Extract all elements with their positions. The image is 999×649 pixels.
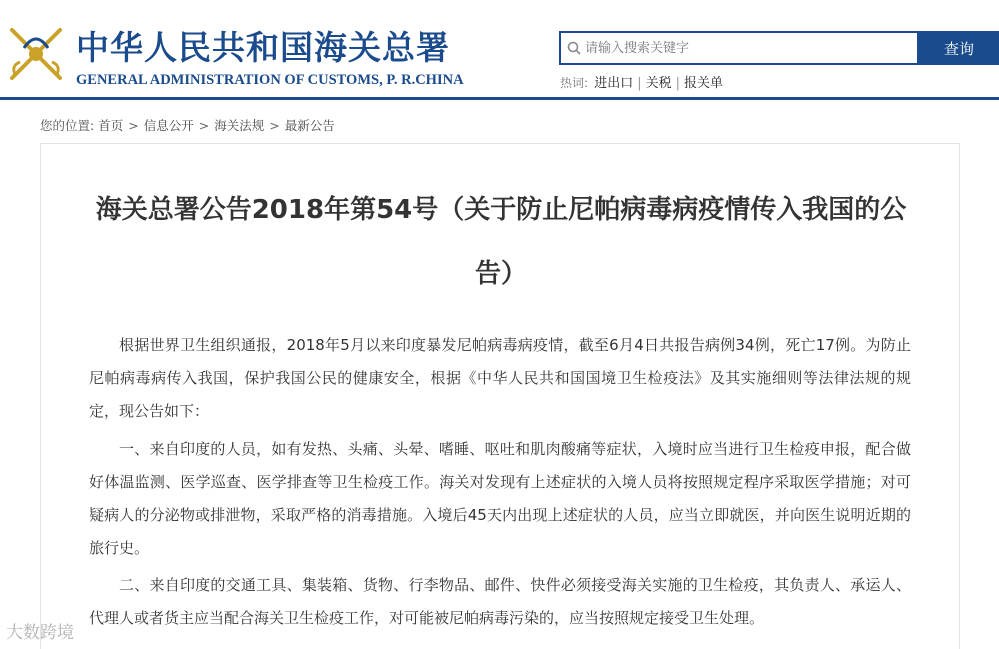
search-button[interactable]: 查询	[919, 31, 999, 65]
chevron-right-icon: >	[198, 118, 210, 133]
hot-link-import-export[interactable]: 进出口	[594, 76, 634, 91]
article-title: 海关总署公告2018年第54号（关于防止尼帕病毒病疫情传入我国的公告）	[95, 195, 907, 289]
hot-words-label: 热词:	[560, 76, 589, 90]
site-title-en[interactable]: GENERAL ADMINISTRATION OF CUSTOMS, P. R.CHINA	[76, 72, 464, 88]
search-icon	[567, 41, 581, 55]
hot-words	[560, 72, 725, 91]
breadcrumb-label: 您的位置:	[40, 118, 95, 133]
site-title-cn[interactable]: 中华人民共和国海关总署	[76, 28, 450, 67]
customs-emblem-icon[interactable]	[4, 20, 68, 86]
site-header	[0, 0, 999, 100]
watermark: 大数跨境	[6, 623, 74, 643]
search-box	[559, 31, 919, 65]
divider: |	[675, 76, 680, 91]
article-paragraph: 根据世界卫生组织通报，2018年5月以来印度暴发尼帕病毒病疫情，截至6月4日共报告病例34例，死亡17例。为防止尼帕病毒病传入我国，保护我国公民的健康安全，根据《中华人民共和国国境卫生检疫法》及其实施细则等法律法规的规定，现公告如下：	[89, 336, 911, 420]
breadcrumb-customs-regulations[interactable]: 海关法规	[214, 118, 265, 133]
chevron-right-icon: >	[269, 118, 280, 133]
chevron-right-icon: >	[128, 118, 139, 133]
article-paragraph: 二、来自印度的交通工具、集装箱、货物、行李物品、邮件、快件必须接受海关实施的卫生检疫，其负责人、承运人、代理人或者货主应当配合海关卫生检疫工作，对可能被尼帕病毒污染的，应当按照规定接受卫生处理。	[89, 576, 911, 627]
divider: |	[637, 76, 642, 91]
breadcrumb	[40, 116, 335, 134]
breadcrumb-home[interactable]: 首页	[98, 118, 124, 133]
hot-link-tariff[interactable]: 关税	[645, 76, 672, 91]
breadcrumb-latest-notices[interactable]: 最新公告	[284, 118, 335, 133]
article-paragraph: 一、来自印度的人员，如有发热、头痛、头晕、嗜睡、呕吐和肌肉酸痛等症状，入境时应当进行卫生检疫申报，配合做好体温监测、医学巡查、医学排查等卫生检疫工作。海关对发现有上述症状的入境人员将按照规定程序采取医学措施；对可疑病人的分泌物或排泄物，采取严格的消毒措施。入境后45天内出现上述症状的人员，应当立即就医，并向医生说明近期的旅行史。	[89, 440, 911, 557]
search-input[interactable]	[585, 33, 915, 63]
article-panel	[40, 143, 960, 649]
breadcrumb-info-disclosure[interactable]: 信息公开	[143, 118, 194, 133]
hot-link-declaration[interactable]: 报关单	[684, 76, 724, 91]
